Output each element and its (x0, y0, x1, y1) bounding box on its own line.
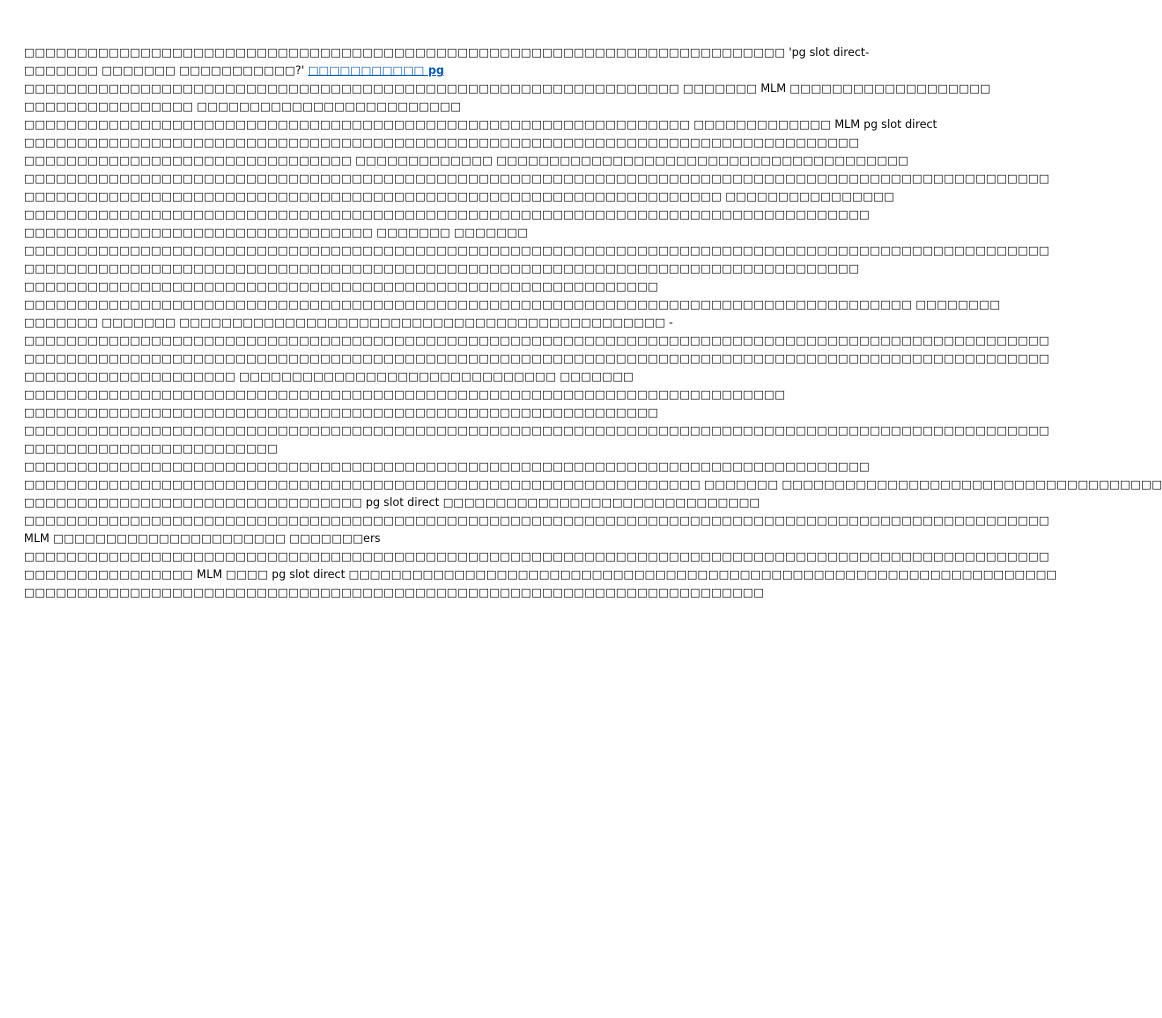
text-line (24, 242, 1050, 260)
text-line (24, 206, 870, 224)
text-segment: □□□□□□□ □□□□□□□ □□□□□□□□□□□?' (24, 64, 308, 77)
text-line (24, 224, 696, 242)
text-line (24, 548, 1050, 566)
text-segment: □□□□□□□□□□□□□□□□□□□□□□□□□□□□□□□□□□□□□□□□□□□□□□□□□□□□□□□□□□□□ (24, 280, 659, 293)
text-line (24, 422, 1050, 440)
text-line (24, 62, 696, 80)
text-segment: □□□□□□□□□□□□□□□□□□□□□□□□□□□□□□□□□□□□□□□□□□□□□□□□□□□□□□□□□□□□□□ □□□□□□□ MLM □□□□□□□□□□□□□□□□□□□ (24, 82, 991, 95)
inline-link[interactable]: □□□□□□□□□□□ pg (307, 64, 445, 77)
text-line (24, 170, 1050, 188)
text-line (24, 296, 1001, 314)
text-line (24, 458, 870, 476)
text-segment: □□□□□□□ □□□□□□□ □□□□□□□□□□□□□□□□□□□□□□□□□□□□□□□□□□□□□□□□□□□□□□ - (24, 316, 673, 329)
text-segment: □□□□□□□□□□□□□□□□□□□□□□□□□□□□□□□□□□□□□□□□□□□□□□□□□□□□□□□□□□□□□□□□□□□□□□□□□□□□□□□□□□□□□□□□□□□□□□□□□ (24, 514, 1050, 527)
text-line (24, 332, 1050, 350)
text-segment: MLM □□□□□□□□□□□□□□□□□□□□□□ □□□□□□□ers (24, 532, 381, 545)
text-segment: □□□□□□□□□□□□□□□□□□□□□□□□□□□□□□□□□□□□□□□□□□□□□□□□□□□□□□□□□□□□□□□□□□□□□□□□□□□□□□□□□□□□□□□□□□□□□□□□□ (24, 244, 1050, 257)
text-line (24, 278, 696, 296)
text-line (24, 512, 1050, 530)
text-segment: □□□□□□□□□□□□□□□□□□□□□□□□□□□□□□□□□□□□□□□□□□□□□□□□□□□□□□□□□□□□□□□□□□ □□□□□□□□□□□□□□□□ (24, 190, 895, 203)
text-segment: □□□□□□□□□□□□□□□□□□□□□□□□□□□□□□□ □□□□□□□□□□□□□ □□□□□□□□□□□□□□□□□□□□□□□□□□□□□□□□□□□□□□□ (24, 154, 909, 167)
text-segment: □□□□□□□□□□□□□□□□□□□□□□□□□□□□□□□□□□□□□□□□□□□□□□□□□□□□□□□□□□□□□□□□□□□□□□□□□□□□□□□□□□□□□□□□□□□□□□□□□ (24, 172, 1050, 185)
text-line (24, 188, 895, 206)
text-line (24, 584, 764, 602)
text-segment: □□□□□□□□□□□□□□□□□□□□□□□□□□□□□□□□ pg slot direct □□□□□□□□□□□□□□□□□□□□□□□□□□□□□□ (24, 496, 760, 509)
text-segment: □□□□□□□□□□□□□□□□ □□□□□□□□□□□□□□□□□□□□□□□□□ (24, 100, 461, 113)
text-line (24, 566, 1057, 584)
text-line (24, 44, 870, 62)
text-line (24, 134, 860, 152)
text-line (24, 476, 1162, 494)
text-line (24, 98, 696, 116)
text-line (24, 530, 696, 548)
text-segment: □□□□□□□□□□□□□□□□□□□□□□□□□□□□□□□□□□□□□□□□□□□□□□□□□□□□□□□□□□□□□□□□□□□□□□□□ 'pg slot direct- (24, 46, 870, 59)
text-segment: □□□□□□□□□□□□□□□□□□□□□□□□□□□□□□□□□□□□□□□□□□□□□□□□□□□□□□□□□□□□□□□□□□□□□□□□□□□□□□□□ (24, 460, 870, 473)
text-line (24, 386, 786, 404)
text-line (24, 152, 909, 170)
text-line (24, 116, 938, 134)
text-segment: □□□□□□□□□□□□□□□□□□□□□□□□□□□□□□□□□□□□□□□□□□□□□□□□□□□□□□□□□□□□□□□□□□□□□□□□□□□□□□□□□□□□□□□□□□□□□□□□□ (24, 334, 1050, 347)
text-line (24, 368, 696, 386)
text-line (24, 80, 991, 98)
text-segment: □□□□□□□□□□□□□□□□□□□□□□□□□□□□□□□□□□□□□□□□□□□□□□□□□□□□□□□□□□□□ (24, 406, 659, 419)
text-segment: □□□□□□□□□□□□□□□□□□□□□□□□□□□□□□□□□ □□□□□□□ □□□□□□□ (24, 226, 528, 239)
text-segment: □□□□□□□□□□□□□□□□□□□□ □□□□□□□□□□□□□□□□□□□□□□□□□□□□□□ □□□□□□□ (24, 370, 634, 383)
text-segment: □□□□□□□□□□□□□□□□□□□□□□□□□□□□□□□□□□□□□□□□□□□□□□□□□□□□□□□□□□□□□□□□□□□□□□□□□□□□□□□□ (24, 208, 870, 221)
text-segment: □□□□□□□□□□□□□□□□□□□□□□□□□□□□□□□□□□□□□□□□□□□□□□□□□□□□□□□□□□□□□□□□ □□□□□□□ □□□□□□□□□□□□□□□□□□□□□□□□□□□□□□□□□□□□ (24, 478, 1162, 491)
document-body (24, 44, 1162, 602)
text-line (24, 350, 1050, 368)
text-segment: □□□□□□□□□□□□□□□□□□□□□□□□□□□□□□□□□□□□□□□□□□□□□□□□□□□□□□□□□□□□□□□□□□□□□□□□□□□□□□□□□□□□□□□□□□□□□□□□□ (24, 550, 1050, 563)
text-line (24, 494, 760, 512)
text-segment: □□□□□□□□□□□□□□□□ MLM □□□□ pg slot direct □□□□□□□□□□□□□□□□□□□□□□□□□□□□□□□□□□□□□□□□□□□□□□□□□□□□□□□□□□□□□□□□□□□ (24, 568, 1057, 581)
text-line (24, 260, 860, 278)
text-segment: □□□□□□□□□□□□□□□□□□□□□□□□□□□□□□□□□□□□□□□□□□□□□□□□□□□□□□□□□□□□□□□□□□□□□□□□□□□□□□□□□□□□□□□□□□□□□□□□□ (24, 352, 1050, 365)
text-segment: □□□□□□□□□□□□□□□□□□□□□□□□□□□□□□□□□□□□□□□□□□□□□□□□□□□□□□□□□□□□□□□□□□□□□□□□□□□□□□□ (24, 262, 860, 275)
text-segment: □□□□□□□□□□□□□□□□□□□□□□□□□□□□□□□□□□□□□□□□□□□□□□□□□□□□□□□□□□□□□□□□□□□□□□□□□□□□□□□□□□□□ □□□□□□□□ (24, 298, 1001, 311)
text-segment: □□□□□□□□□□□□□□□□□□□□□□□□ (24, 442, 278, 455)
text-segment: □□□□□□□□□□□□□□□□□□□□□□□□□□□□□□□□□□□□□□□□□□□□□□□□□□□□□□□□□□□□□□□□□□□□□□ (24, 586, 764, 599)
text-segment: □□□□□□□□□□□□□□□□□□□□□□□□□□□□□□□□□□□□□□□□□□□□□□□□□□□□□□□□□□□□□□□ □□□□□□□□□□□□□ MLM pg slot direct (24, 118, 938, 131)
text-line (24, 404, 696, 422)
text-line (24, 440, 696, 458)
text-segment: □□□□□□□□□□□□□□□□□□□□□□□□□□□□□□□□□□□□□□□□□□□□□□□□□□□□□□□□□□□□□□□□□□□□□□□□□□□□□□□ (24, 136, 860, 149)
text-segment: □□□□□□□□□□□□□□□□□□□□□□□□□□□□□□□□□□□□□□□□□□□□□□□□□□□□□□□□□□□□□□□□□□□□□□□□ (24, 388, 786, 401)
text-line (24, 314, 696, 332)
text-segment: □□□□□□□□□□□□□□□□□□□□□□□□□□□□□□□□□□□□□□□□□□□□□□□□□□□□□□□□□□□□□□□□□□□□□□□□□□□□□□□□□□□□□□□□□□□□□□□□□ (24, 424, 1050, 437)
